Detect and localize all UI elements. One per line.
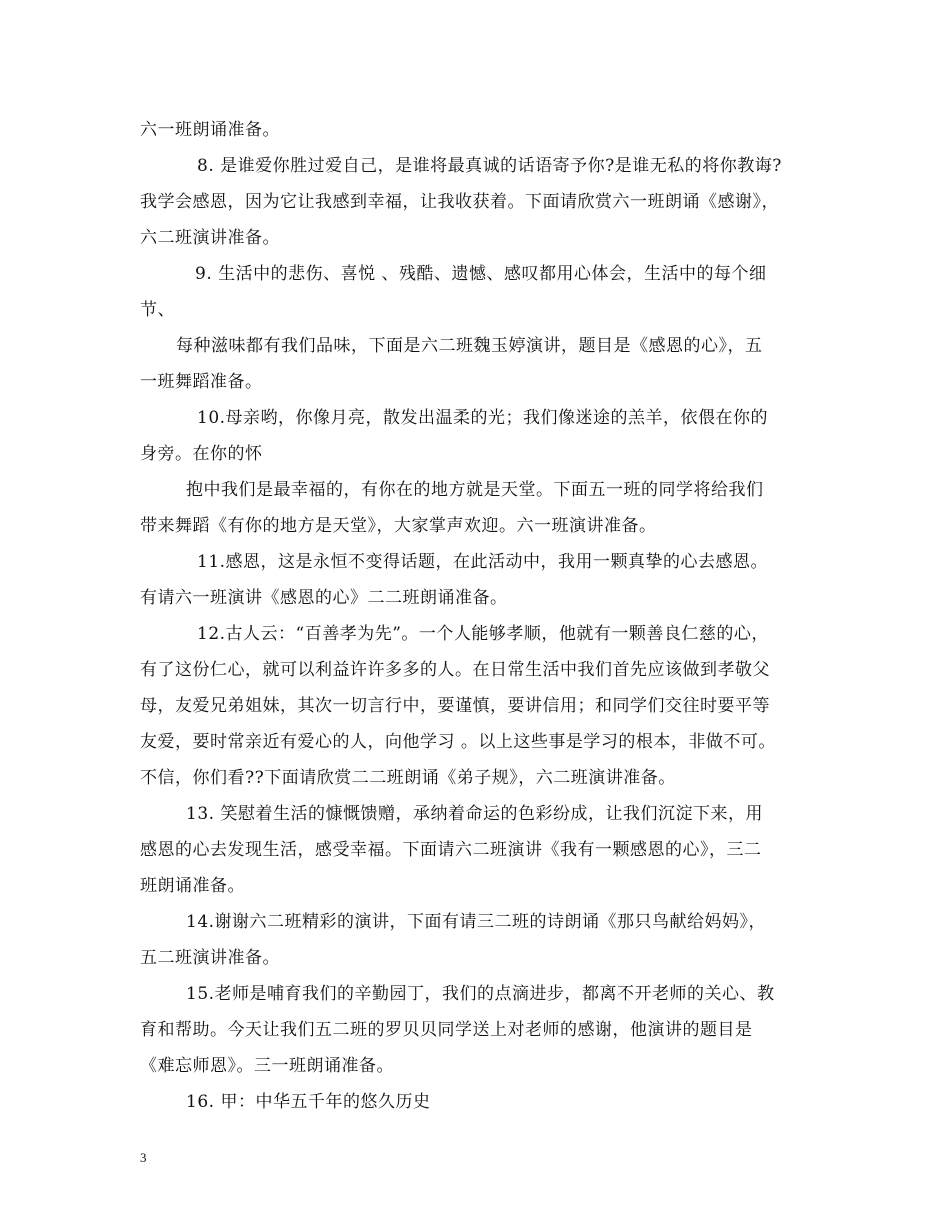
text-line: 11.感恩，这是永恒不变得话题，在此活动中，我用一颗真挚的心去感恩。: [197, 552, 769, 572]
text-line: 每种滋味都有我们品味，下面是六二班魏玉婷演讲，题目是《感恩的心》，五: [176, 336, 763, 356]
text-line: 班朗诵准备。: [140, 876, 245, 896]
text-line: 12.古人云：“百善孝为先”。一个人能够孝顺，他就有一颗善良仁慈的心，: [197, 624, 769, 644]
text-line: 有了这份仁心，就可以利益许许多多的人。在日常生活中我们首先应该做到孝敬父: [140, 660, 770, 680]
text-line: 14.谢谢六二班精彩的演讲，下面有请三二班的诗朗诵《那只鸟献给妈妈》，: [186, 912, 767, 932]
text-line: 育和帮助。今天让我们五二班的罗贝贝同学送上对老师的感谢，他演讲的题目是: [140, 1020, 753, 1040]
text-line: 带来舞蹈《有你的地方是天堂》，大家掌声欢迎。六一班演讲准备。: [140, 516, 657, 536]
text-line: 六一班朗诵准备。: [140, 120, 280, 140]
text-line: 身旁。在你的怀: [140, 444, 263, 464]
text-line: 感恩的心去发现生活，感受幸福。下面请六二班演讲《我有一颗感恩的心》，三二: [140, 840, 762, 860]
text-line: 不信，你们看??下面请欣赏二二班朗诵《弟子规》，六二班演讲准备。: [140, 768, 676, 788]
text-line: 9. 生活中的悲伤、喜悦 、残酷、遗憾、感叹都用心体会，生活中的每个细: [195, 264, 767, 284]
text-line: 一班舞蹈准备。: [140, 372, 263, 392]
text-line: 母，友爱兄弟姐妹，其次一切言行中，要谨慎，要讲信用；和同学们交往时要平等: [140, 696, 770, 716]
text-line: 友爱，要时常亲近有爱心的人，向他学习 。以上这些事是学习的根本，非做不可。: [140, 732, 776, 752]
text-line: 节、: [140, 300, 175, 320]
text-line: 13. 笑慰着生活的慷慨馈赠，承纳着命运的色彩纷成，让我们沉淀下来，用: [186, 804, 763, 824]
page-number: 3: [140, 1150, 147, 1165]
text-line: 六二班演讲准备。: [140, 228, 280, 248]
text-line: 15.老师是哺育我们的辛勤园丁，我们的点滴进步，都离不开老师的关心、教: [186, 984, 775, 1004]
text-line: 16. 甲：中华五千年的悠久历史: [186, 1092, 431, 1112]
text-line: 8. 是谁爱你胜过爱自己，是谁将最真诚的话语寄予你?是谁无私的将你教诲?: [197, 156, 782, 176]
text-line: 抱中我们是最幸福的，有你在的地方就是天堂。下面五一班的同学将给我们: [186, 480, 764, 500]
text-line: 10.母亲哟，你像月亮，散发出温柔的光；我们像迷途的羔羊，依偎在你的: [197, 408, 769, 428]
text-line: 五二班演讲准备。: [140, 948, 280, 968]
text-line: 有请六一班演讲《感恩的心》二二班朗诵准备。: [140, 588, 508, 608]
text-line: 《难忘师恩》。三一班朗诵准备。: [140, 1056, 394, 1076]
text-line: 我学会感恩，因为它让我感到幸福，让我收获着。下面请欣赏六一班朗诵《感谢》，: [140, 192, 779, 212]
